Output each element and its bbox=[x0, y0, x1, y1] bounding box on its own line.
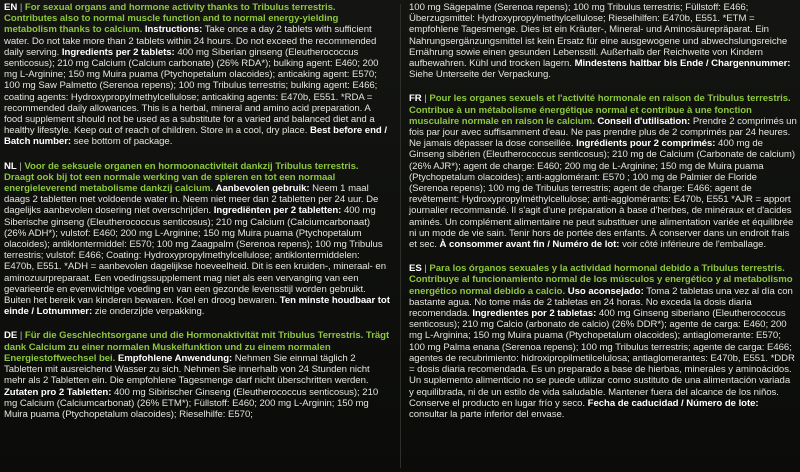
instructions-label: Uso aconsejado: bbox=[567, 285, 644, 297]
column-divider bbox=[400, 4, 401, 468]
instructions-text: Prendre 2 comprimés un fois par jour avec suffisamment d'eau. Ne pas prendre plus de 2 comprimés par 24 heures. Ne jamais dépasser la dose conseillée. bbox=[409, 115, 797, 150]
storage-text: zie onderzijde verpakking. bbox=[94, 306, 205, 318]
section-heading: Para los órganos sexuales y la actividad hormonal debido a Tribulus terrestris. Contribuye al funcionamiento normal de los músculos y energético y al metabolismo energético normal debido a calcio. bbox=[409, 263, 793, 297]
language-code: ES bbox=[409, 263, 422, 275]
storage-text: voir côté inférieure de l'emballage. bbox=[622, 239, 767, 251]
instructions-text: Toma 2 tabletas una vez al día con bastante agua. No tome más de 2 tabletas en 24 horas. No exceda la dosis diaria recomendada. bbox=[409, 285, 793, 320]
ingredients-text: 400 mg Ginseng siberiano (Eleutherococcus senticosus); 210 mg Calcio (arbonato de calcio) (26% DDR*); agente de carga: E460; 200 mg L-Arginina; 150 mg Muira puama (Ptychopetalum olacoides); antiaglomerante: E570; 100 mg Palma enana (Serenoa repens); 100 mg Tribulus terrestris; agente de carga: E466; agentes de recubrimiento: hidroxipropilmetilcelulosa; antiaglomerantes: E470b, E551. *DDR = dosis diaria recomendada. Es un preparado a base de hierbas, minerales y aminoácidos. Un suplemento alimenticio no se puede utilizar como sustituto de una alimentación variada y equilibrada, ni de un estilo de vida saludable. Mantener fuera del alcance de los niños. Conserve el producto en lugar frío y seco. bbox=[409, 308, 795, 409]
storage-label: Fecha de caducidad / Número de lote: bbox=[587, 397, 759, 409]
ingredients-label: Ingredients per 2 tablets: bbox=[61, 46, 175, 58]
instructions-label: Empfohlene Anwendung: bbox=[117, 352, 233, 364]
ingredients-text: 100 mg Sägepalme (Serenoa repens); 100 mg Tribulus terrestris; Füllstoff: E466; Überzugsmittel: Hydroxypropylmethylcellulose; Rieselhilfen: E470b, E551. *ETM = empfohlene Tagesmenge. Dies ist ein Kräuter-, Mineral- und Aminosäurepräparat. Ein Nahrungsergänzungsmittel ist kein Ersatz für eine ausgewogene und abwechslungsreiche Ernährung sowie einen gesunden Lebensstil. Außerhalb der Reichweite von Kindern aufbewahren. Kühl und trocken lagern. bbox=[409, 2, 788, 70]
section-heading: Für die Geschlechtsorgane und die Hormonaktivität mit Tribulus Terrestris. Trägt dank Calcium zu einer normalen Muskelfunktion und zu einem normalen Energiestoffwechsel bei. bbox=[4, 330, 390, 364]
section-es: ES | Para los órganos sexuales y la actividad hormonal debido a Tribulus terrestris. Contribuye al funcionamiento normal de los músculos y energético y al metabolismo energético normal debido a calcio. Uso aconsejado: Toma 2 tabletas una vez al día con bastante agua. No tome más de 2 tabletas en 24 horas. No exceda la dosis diaria recomendada. Ingredientes por 2 tabletas: 400 mg Ginseng siberiano (Eleutherococcus senticosus); 210 mg Calcio (arbonato de calcio) (26% DDR*); agente de carga: E460; 200 mg L-Arginina; 150 mg Muira puama (Ptychopetalum olacoides); antiaglomerante: E570; 100 mg Palma enana (Serenoa repens); 100 mg Tribulus terrestris; agente de carga: E466; agentes de recubrimiento: hidroxipropilmetilcelulosa; antiaglomerantes: E470b, E551. *DDR = dosis diaria recomendada. Es un preparado a base de hierbas, minerales y aminoácidos. Un suplemento alimenticio no se puede utilizar como sustituto de una alimentación variada y equilibrada, ni de un estilo de vida saludable. Mantener fuera del alcance de los niños. Conserve el producto en lugar frío y seco. Fecha de caducidad / Número de lote: consultar la parte inferior del envase. bbox=[409, 263, 795, 420]
ingredients-text: 400 mg Sibirischer Ginseng (Eleutherococcus senticosus); 210 mg Calcium (Calciumcarbonat) (26% ETM*); Füllstoff: E460; 200 mg L-Arginin; 150 mg Muira puama (Ptychopetalum olacoides); Rieselhilfe: E570; bbox=[4, 386, 379, 420]
ingredients-text: 400 mg de Ginseng sibérien (Eleutherococcus senticosus); 210 mg de Calcium (Carbonate de calcium) (26% AJR*); agent de charge: E460; 200 mg de L-Arginine; 150 mg de Muira puama (Ptychopetalum olacoides); anti-agglomérant: E570 ; 100 mg de Palmier de Floride (Serenoa repens); 100 mg de Tribulus terrestris; agent de charge: E466; agent de revêtement: Hydroxypropylméthylcellulose; anti-agglomérants: E470b, E551 *AJR = apport journalier recommandé. Il s'agit d'une préparation à base d'herbes, de minéraux et d'acides aminés. Un complément alimentaire ne peut substituer une alimentation variée et équilibrée ni un mode de vie sain. Tenir hors de portée des enfants. À conserver dans un endroit frais et sec. bbox=[409, 138, 795, 251]
instructions-label: Conseil d'utilisation: bbox=[597, 115, 691, 127]
storage-label: À consommer avant fin / Numéro de lot: bbox=[439, 239, 620, 251]
ingredients-text: 400 mg Siberische ginseng (Eleutherococcus senticosus); 210 mg Calcium (Calciumcarbonaat) (26% ADH*); vulstof: E460; 200 mg L-Arginine; 150 mg Muira puama (Ptychopetalum olacoides); antiklontermiddel: E570; 100 mg Zaagpalm (Serenoa repens); 100 mg Tribulus terrestris; vulstof: E466; Coating: Hydroxypropylmethylcellulose; antiklontermiddelen: E470b, E551. *ADH = aanbevolen dagelijkse hoeveelheid. Dit is een kruiden-, mineraal- en aminozuurpreparaat. Een voedingssupplement mag niet als een vervanging van een gevarieerde en evenwichtige voeding en van een gezonde levensstijl worden gebruikt. Buiten het bereik van kinderen bewaren. Koel en droog bewaren. bbox=[4, 205, 386, 307]
section-heading: Pour les organes sexuels et l'activité hormonale en raison de Tribulus terrestris. Contribue à un métabolisme énergétique normal et contribue à une fonction musculaire normale en raison le calcium. bbox=[409, 93, 791, 127]
section-nl: NL | Voor de seksuele organen en hormoonactiviteit dankzij Tribulus terrestris. Draagt ook bij tot een normale werking van de spieren en tot een normaal energieleverend metabolisme dankzij calcium. Aanbevolen gebruik: Neem 1 maal daags 2 tabletten met voldoende water in. Neem niet meer dan 2 tabletten per 24 uur. De dagelijks aanbevolen dosering niet overschrijden. Ingrediënten per 2 tabletten: 400 mg Siberische ginseng (Eleutherococcus senticosus); 210 mg Calcium (Calciumcarbonaat) (26% ADH*); vulstof: E460; 200 mg L-Arginine; 150 mg Muira puama (Ptychopetalum olacoides); antiklontermiddel: E570; 100 mg Zaagpalm (Serenoa repens); 100 mg Tribulus terrestris; vulstof: E466; Coating: Hydroxypropylmethylcellulose; antiklontermiddelen: E470b, E551. *ADH = aanbevolen dagelijkse hoeveelheid. Dit is een kruiden-, mineraal- en aminozuurpreparaat. Een voedingssupplement mag niet als een vervanging van een gevarieerde en evenwichtige voeding en van een gezonde levensstijl worden gebruikt. Buiten het bereik van kinderen bewaren. Koel en droog bewaren. Ten minste houdbaar tot einde / Lotnummer: zie onderzijde verpakking. bbox=[4, 160, 390, 318]
language-code: FR bbox=[409, 93, 422, 105]
language-code: DE bbox=[4, 330, 18, 342]
right-column bbox=[409, 2, 797, 433]
section-fr: FR | Pour les organes sexuels et l'activité hormonale en raison de Tribulus terrestris. Contribue à un métabolisme énergétique normal et contribue à une fonction musculaire normale en raison le calcium. Conseil d'utilisation: Prendre 2 comprimés un fois par jour avec suffisamment d'eau. Ne pas prendre plus de 2 comprimés par 24 heures. Ne jamais dépasser la dose conseillée. Ingrédients pour 2 comprimés: 400 mg de Ginseng sibérien (Eleutherococcus senticosus); 210 mg de Calcium (Carbonate de calcium) (26% AJR*); agent de charge: E460; 200 mg de L-Arginine; 150 mg de Muira puama (Ptychopetalum olacoides); anti-agglomérant: E570 ; 100 mg de Palmier de Floride (Serenoa repens); 100 mg de Tribulus terrestris; agent de charge: E466; agent de revêtement: Hydroxypropylméthylcellulose; anti-agglomérants: E470b, E551 *AJR = apport journalier recommandé. Il s'agit d'une préparation à base d'herbes, de minéraux et d'acides aminés. Un complément alimentaire ne peut substituer une alimentation variée et équilibrée ni un mode de vie sain. Tenir hors de portée des enfants. À conserver dans un endroit frais et sec. À consommer avant fin / Numéro de lot: voir côté inférieure de l'emballage. bbox=[409, 93, 797, 251]
storage-text: consultar la parte inferior del envase. bbox=[409, 408, 565, 420]
instructions-label: Instructions: bbox=[144, 24, 203, 36]
ingredients-label: Ingrediënten per 2 tabletten: bbox=[213, 205, 342, 217]
section-de-continued bbox=[409, 2, 797, 80]
instructions-text: Take once a day 2 tablets with sufficient water. Do not take more than 2 tablets within 24 hours. Do not exceed the recommended daily serving. bbox=[4, 24, 377, 58]
ingredients-label: Ingrédients pour 2 comprimés: bbox=[576, 138, 716, 150]
storage-label: Best before end / Batch number: bbox=[4, 125, 387, 148]
storage-label: Mindestens haltbar bis Ende / Chargennummer: bbox=[574, 58, 791, 70]
storage-text: see bottom of package. bbox=[73, 136, 173, 148]
instructions-text: Nehmen Sie einmal täglich 2 Tabletten mit ausreichend Wasser zu sich. Nehmen Sie innerhalb von 24 Stunden nicht mehr als 2 Tabletten ein. Die empfohlene Tagesmenge darf nicht überschritten werden. bbox=[4, 352, 370, 387]
storage-label: Ten minste houdbaar tot einde / Lotnummer: bbox=[4, 295, 390, 318]
ingredients-label: Ingredientes por 2 tabletas: bbox=[472, 308, 597, 320]
instructions-label: Aanbevolen gebruik: bbox=[215, 183, 310, 195]
storage-text: Siehe Unterseite der Verpackung. bbox=[409, 69, 551, 81]
section-heading: For sexual organs and hormone activity thanks to Tribulus terrestris. Contributes also to normal muscle function and to normal energy-yielding metabolism thanks to calcium. bbox=[4, 2, 339, 36]
language-code: NL bbox=[4, 160, 17, 172]
section-en: EN | For sexual organs and hormone activity thanks to Tribulus terrestris. Contributes also to normal muscle function and to normal energy-yielding metabolism thanks to calcium. Instructions: Take once a day 2 tablets with sufficient water. Do not take more than 2 tablets within 24 hours. Do not exceed the recommended daily serving. Ingredients per 2 tablets: 400 mg Siberian ginseng (Eleutherococcus senticosus); 210 mg Calcium (Calcium carbonate) (26% RDA*); bulking agent: E460; 200 mg L-Arginine; 150 mg Muira puama (Ptychopetalum olacoides); anticaking agent: E570; 100 mg Saw Palmetto (Serenoa repens); 100 mg Tribulus terrestris; bulking agent: E466; coating agents: Hydroxypropylmethylcellulose; anticaking agents: E470b, E551. *RDA = recommended daily allowances. This is a herbal, mineral and amino acid preparation. A food supplement should not be used as a substitute for a varied and balanced diet and a healthy lifestyle. Keep out of reach of children. Store in a cool, dry place. Best before end / Batch number: see bottom of package. bbox=[4, 2, 387, 148]
ingredients-text: 400 mg Siberian ginseng (Eleutherococcus senticosus); 210 mg Calcium (Calcium carbonate) (26% RDA*); bulking agent: E460; 200 mg L-Arginine; 150 mg Muira puama (Ptychopetalum olacoides); anticaking agent: E570; 100 mg Saw Palmetto (Serenoa repens); 100 mg Tribulus terrestris; bulking agent: E466; coating agents: Hydroxypropylmethylcellulose; anticaking agents: E470b, E551. *RDA = recommended daily allowances. This is a herbal, mineral and amino acid preparation. A food supplement should not be used as a substitute for a varied and balanced diet and a healthy lifestyle. Keep out of reach of children. Store in a cool, dry place. bbox=[4, 46, 379, 137]
instructions-text: Neem 1 maal daags 2 tabletten met voldoende water in. Neem niet meer dan 2 tabletten per 24 uur. De dagelijks aanbevolen dosering niet overschrijden. bbox=[4, 183, 379, 217]
section-de: DE | Für die Geschlechtsorgane und die Hormonaktivität mit Tribulus Terrestris. Trägt dank Calcium zu einer normalen Muskelfunktion und zu einem normalen Energiestoffwechsel bei. Empfohlene Anwendung: Nehmen Sie einmal täglich 2 Tabletten mit ausreichend Wasser zu sich. Nehmen Sie innerhalb von 24 Stunden nicht mehr als 2 Tabletten ein. Die empfohlene Tagesmenge darf nicht überschritten werden. Zutaten pro 2 Tabletten: 400 mg Sibirischer Ginseng (Eleutherococcus senticosus); 210 mg Calcium (Calciumcarbonat) (26% ETM*); Füllstoff: E460; 200 mg L-Arginin; 150 mg Muira puama (Ptychopetalum olacoides); Rieselhilfe: E570; bbox=[4, 330, 390, 420]
section-heading: Voor de seksuele organen en hormoonactiviteit dankzij Tribulus terrestris. Draagt ook bij tot een normale werking van de spieren en tot een normaal energieleverend metabolisme dankzij calcium. bbox=[4, 160, 359, 195]
left-column bbox=[4, 2, 390, 433]
language-code: EN bbox=[4, 2, 18, 13]
ingredients-label: Zutaten pro 2 Tabletten: bbox=[4, 386, 112, 398]
